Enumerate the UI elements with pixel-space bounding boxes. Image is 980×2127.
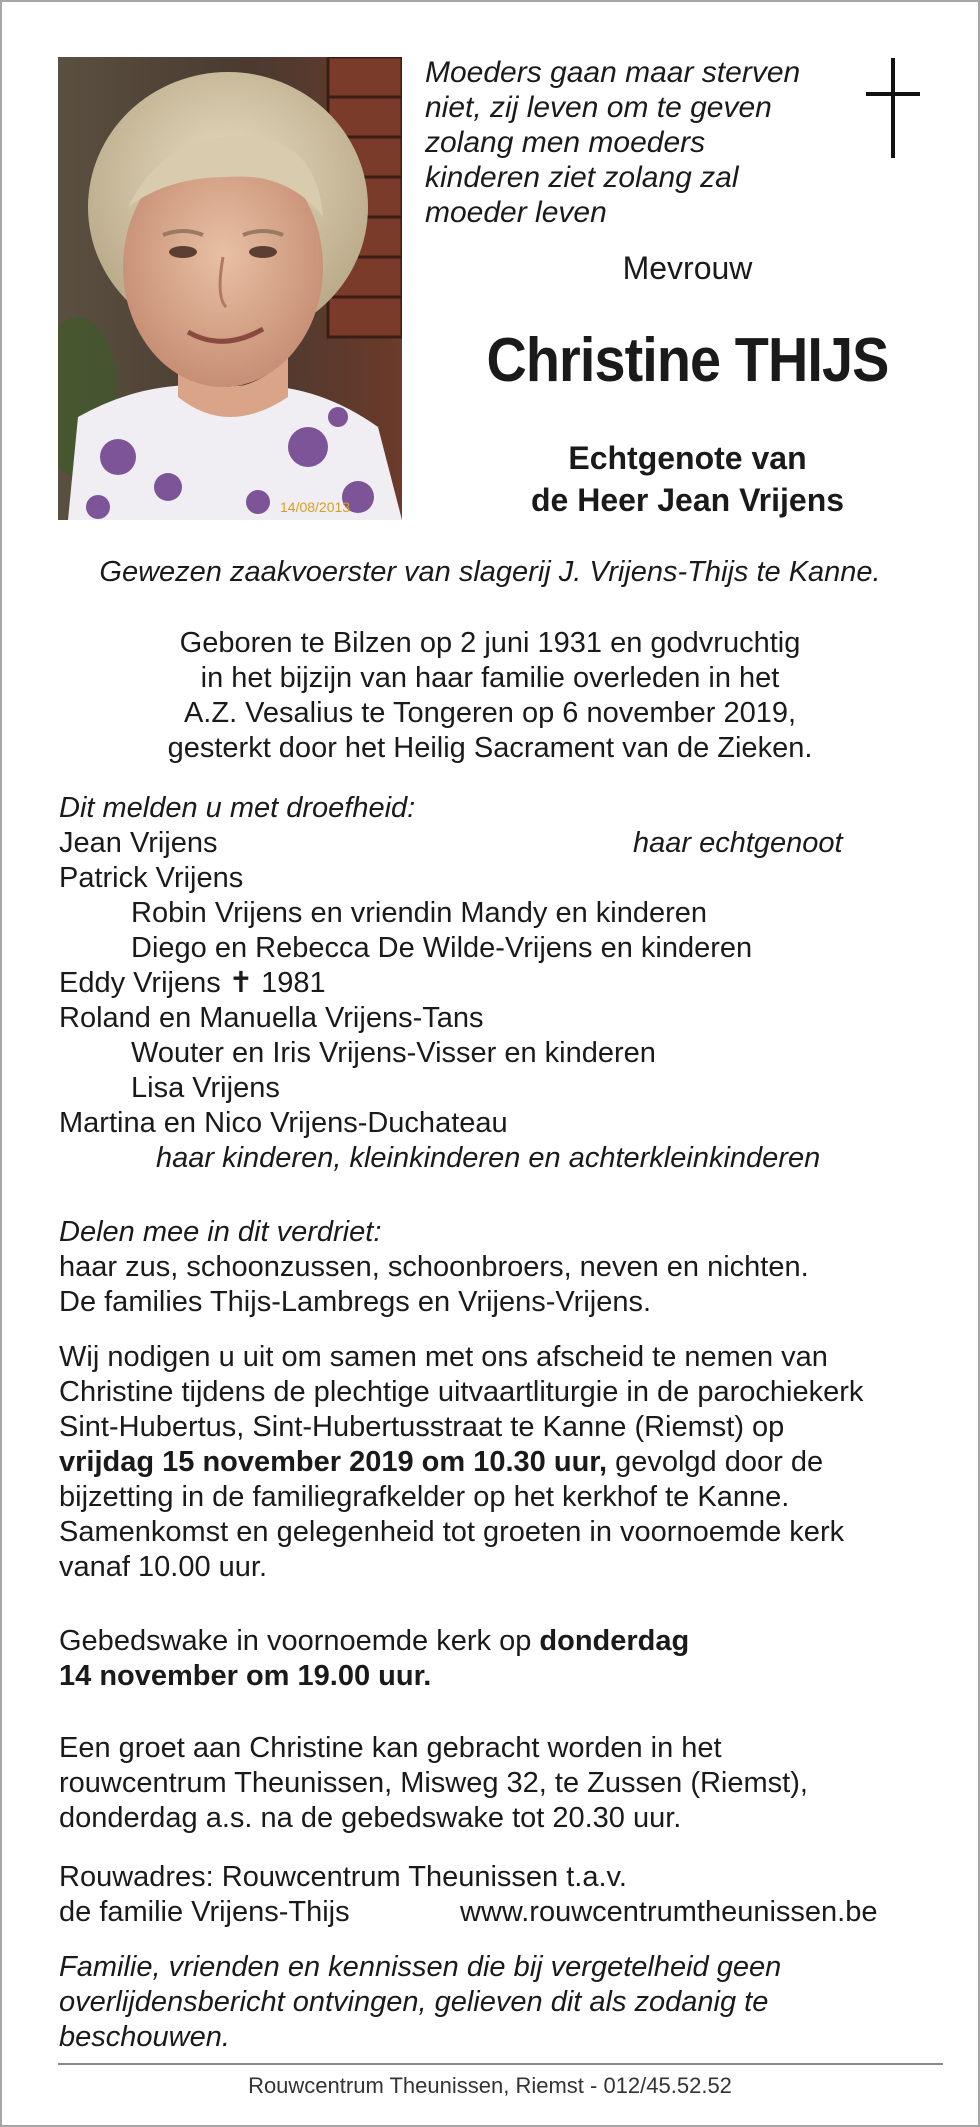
address-family: de familie Vrijens-Thijs [59, 1896, 350, 1928]
funeral-date-rest: gevolgd door de [607, 1446, 824, 1478]
born-line: gesterkt door het Heilig Sacrament van de Zieken. [167, 732, 813, 764]
funeral-line: Sint-Hubertus, Sint-Hubertusstraat te Kanne (Riemst) op [59, 1411, 785, 1443]
husband-name: Jean Vrijens [59, 827, 218, 859]
family-member: Robin Vrijens en vriendin Mandy en kinderen [131, 897, 708, 929]
funeral-date: vrijdag 15 november 2019 om 10.30 uur, [59, 1446, 608, 1478]
family-member: Lisa Vrijens [131, 1072, 280, 1104]
share-line: haar zus, schoonzussen, schoonbroers, neven en nichten. [59, 1251, 809, 1283]
family-member: Patrick Vrijens [59, 862, 244, 894]
family-member: Diego en Rebecca De Wilde-Vrijens en kinderen [131, 932, 753, 964]
family-list [59, 791, 939, 1176]
funeral-date-line [59, 1445, 939, 1480]
husband-relation: haar echtgenoot [633, 827, 843, 859]
wake-date: 14 november om 19.00 uur. [59, 1660, 432, 1692]
poem-line: kinderen ziet zolang zal [425, 161, 739, 194]
family-closing: haar kinderen, kleinkinderen en achterkleinkinderen [156, 1142, 821, 1174]
born-line: in het bijzijn van haar familie overleden in het [200, 662, 780, 694]
greeting-line: Een groet aan Christine kan gebracht worden in het [59, 1732, 722, 1764]
footer-divider [58, 2063, 943, 2065]
greeting-line: rouwcentrum Theunissen, Misweg 32, te Zussen (Riemst), [59, 1767, 808, 1799]
notice [59, 1950, 939, 2055]
cross-icon [863, 58, 923, 163]
share-line: De families Thijs-Lambregs en Vrijens-Vrijens. [59, 1286, 652, 1318]
address-line [59, 1895, 939, 1930]
deceased-name: Christine THIJS [486, 326, 889, 395]
born-line: A.Z. Vesalius te Tongeren op 6 november 2019, [183, 697, 797, 729]
funeral-info [59, 1340, 939, 1585]
address-line: Rouwadres: Rouwcentrum Theunissen t.a.v. [59, 1861, 627, 1893]
wake-line [59, 1659, 939, 1694]
funeral-line: Samenkomst en gelegenheid tot groeten in voornoemde kerk [59, 1516, 845, 1548]
notice-line: Familie, vrienden en kennissen die bij vergetelheid geen [59, 1951, 782, 1983]
funeral-line: vanaf 10.00 uur. [59, 1551, 267, 1583]
family-intro: Dit melden u met droefheid: [59, 792, 416, 824]
poem-line: moeder leven [425, 196, 607, 229]
spouse-line: Echtgenote van [568, 440, 807, 476]
footer: Rouwcentrum Theunissen, Riemst - 012/45.52.52 [248, 2073, 732, 2098]
funeral-line: bijzetting in de familiegrafkelder op het kerkhof te Kanne. [59, 1481, 790, 1513]
wake-day: donderdag [539, 1625, 690, 1657]
funeral-line: Christine tijdens de plechtige uitvaartliturgie in de parochiekerk [59, 1376, 864, 1408]
notice-line: overlijdensbericht ontvingen, gelieven dit als zodanig te [59, 1986, 769, 2018]
born-line: Geboren te Bilzen op 2 juni 1931 en godvruchtig [179, 627, 801, 659]
family-member: Martina en Nico Vrijens-Duchateau [59, 1107, 508, 1139]
wake-text: Gebedswake in voornoemde kerk op [59, 1625, 540, 1657]
family-member-husband [59, 826, 939, 861]
birth-death-info [0, 626, 980, 766]
honorific: Mevrouw [622, 250, 753, 286]
greeting-info [59, 1731, 939, 1836]
poem [425, 55, 825, 230]
poem-line: Moeders gaan maar sterven [425, 56, 801, 89]
notice-line: beschouwen. [59, 2021, 230, 2053]
spouse-info [0, 437, 980, 521]
family-member: Wouter en Iris Vrijens-Visser en kinderen [131, 1037, 656, 1069]
poem-line: zolang men moeders [425, 126, 706, 159]
family-member: Eddy Vrijens ✝ 1981 [59, 967, 326, 999]
poem-line: niet, zij leven om te geven [425, 91, 772, 124]
greeting-line: donderdag a.s. na de gebedswake tot 20.30 uur. [59, 1802, 682, 1834]
photo-date-stamp: 14/08/2013 [280, 499, 351, 515]
website-link[interactable]: www.rouwcentrumtheunissen.be [460, 1896, 878, 1928]
share-grief [59, 1215, 939, 1320]
share-intro: Delen mee in dit verdriet: [59, 1216, 382, 1248]
wake-info [59, 1624, 939, 1694]
mourning-address [59, 1860, 939, 1930]
family-member: Roland en Manuella Vrijens-Tans [59, 1002, 484, 1034]
spouse-line: de Heer Jean Vrijens [530, 482, 845, 518]
funeral-line: Wij nodigen u uit om samen met ons afscheid te nemen van [59, 1341, 828, 1373]
occupation: Gewezen zaakvoerster van slagerij J. Vrijens-Thijs te Kanne. [99, 556, 881, 588]
wake-line [59, 1624, 939, 1659]
